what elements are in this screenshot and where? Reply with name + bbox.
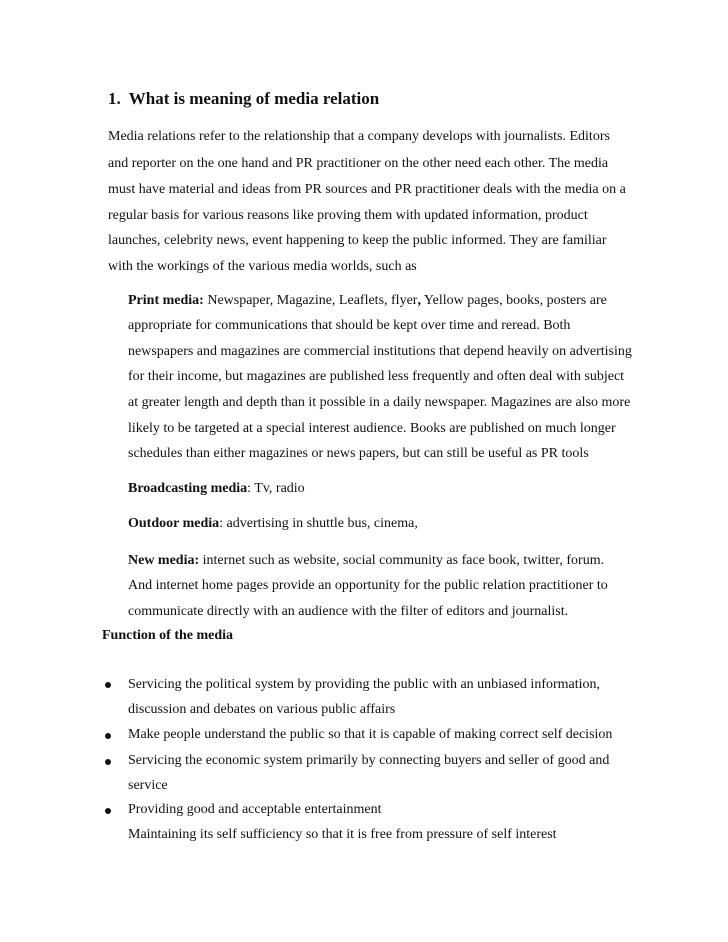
bullet-line: Servicing the economic system primarily by connecting buyers and seller of good and bbox=[128, 753, 610, 768]
outdoor-media-line bbox=[128, 515, 418, 533]
print-media-line: at greater length and depth than it possible in a daily newspaper. Magazines are also more bbox=[128, 395, 631, 410]
heading-number: 1. bbox=[108, 89, 121, 108]
section-heading bbox=[108, 89, 379, 109]
print-media-text-b: Yellow pages, books, posters are bbox=[420, 293, 607, 308]
new-media-line: communicate directly with an audience with the filter of editors and journalist. bbox=[128, 604, 569, 619]
bullet-dot bbox=[105, 733, 111, 739]
print-media-line: appropriate for communications that should be kept over time and reread. Both bbox=[128, 318, 571, 333]
print-media-line: for their income, but magazines are published less frequently and often deal with subject bbox=[128, 369, 625, 384]
bullet-dot bbox=[105, 759, 111, 765]
print-media-first-line bbox=[128, 292, 607, 310]
print-media-text-a: Newspaper, Magazine, Leaflets, flyer bbox=[203, 293, 418, 308]
bullet-line: Maintaining its self sufficiency so that it is free from pressure of self interest bbox=[128, 827, 557, 842]
bullet-line: service bbox=[128, 778, 168, 793]
bullet-dot bbox=[105, 682, 111, 688]
intro-line: must have material and ideas from PR sources and PR practitioner deals with the media on a bbox=[108, 182, 626, 197]
outdoor-media-label: Outdoor media bbox=[128, 516, 220, 531]
print-media-line: likely to be targeted at a special interest audience. Books are published on much longer bbox=[128, 421, 616, 436]
function-section-title: Function of the media bbox=[102, 628, 234, 643]
intro-line: and reporter on the one hand and PR practitioner on the other need each other. The media bbox=[108, 156, 609, 171]
print-media-bold-comma: , bbox=[417, 293, 421, 308]
print-media-line: newspapers and magazines are commercial institutions that depend heavily on advertising bbox=[128, 344, 632, 359]
broadcasting-media-line bbox=[128, 480, 305, 498]
intro-line: regular basis for various reasons like proving them with updated information, product bbox=[108, 208, 588, 223]
intro-line: launches, celebrity news, event happening to keep the public informed. They are familiar bbox=[108, 233, 607, 248]
broadcasting-media-label: Broadcasting media bbox=[128, 481, 248, 496]
new-media-text: internet such as website, social community as face book, twitter, forum. bbox=[199, 553, 605, 568]
bullet-line: discussion and debates on various public affairs bbox=[128, 702, 396, 717]
print-media-line: schedules than either magazines or news papers, but can still be useful as PR tools bbox=[128, 446, 589, 461]
new-media-label: New media: bbox=[128, 553, 200, 568]
broadcasting-media-text: : Tv, radio bbox=[247, 481, 305, 496]
new-media-first-line bbox=[128, 552, 604, 570]
bullet-line: Servicing the political system by providing the public with an unbiased information, bbox=[128, 677, 601, 692]
intro-line: Media relations refer to the relationship that a company develops with journalists. Editors bbox=[108, 129, 610, 144]
outdoor-media-text: : advertising in shuttle bus, cinema, bbox=[219, 516, 418, 531]
new-media-line: And internet home pages provide an opportunity for the public relation practitioner to bbox=[128, 578, 608, 593]
heading-title: What is meaning of media relation bbox=[128, 89, 380, 108]
intro-line: with the workings of the various media worlds, such as bbox=[108, 259, 417, 274]
bullet-line: Make people understand the public so that it is capable of making correct self decision bbox=[128, 727, 613, 742]
bullet-dot bbox=[105, 808, 111, 814]
print-media-label: Print media: bbox=[128, 293, 204, 308]
bullet-line: Providing good and acceptable entertainment bbox=[128, 802, 382, 817]
